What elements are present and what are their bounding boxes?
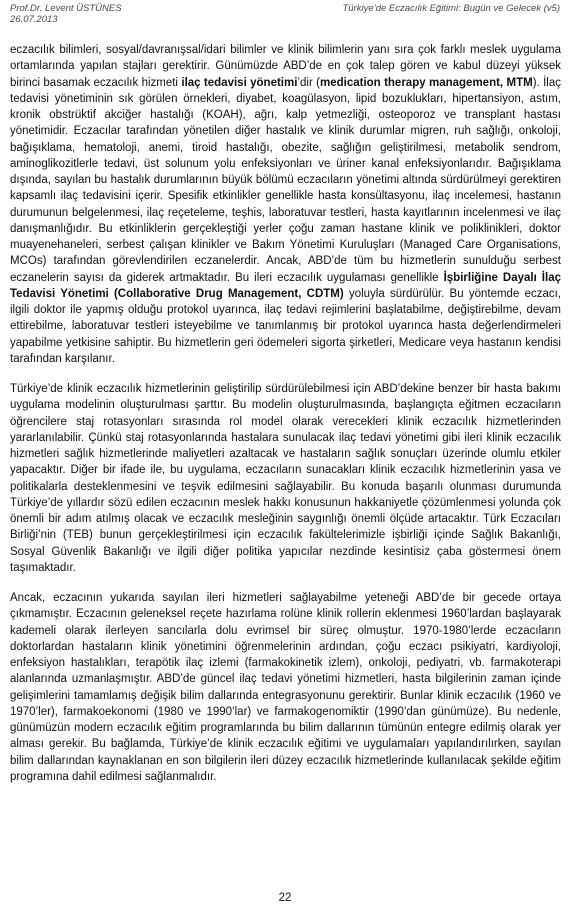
header-author-block	[10, 3, 122, 25]
paragraph-1-text-4: yoluyla sürdürülür. Bu yöntemde eczacı, ilgili doktor ile yapmış olduğu protokol uyarınca, ilaç tedavi rejimlerini başlatabilme, değiştirebilme, devam ettirebilme, laboratuvar testleri isteyebilme ve tanımlanmış bir protokol uyarınca hasta değerlendirmeleri yapabilme yetkisine sahiptir. Bu hizmetlerin geri ödemeleri sigorta şirketleri, Medicare veya hastanın kendisi tarafından karşılanır.	[10, 287, 561, 365]
term-medication-management-tr: ilaç tedavisi yönetimi	[181, 76, 298, 89]
header-document-title: Türkiye’de Eczacılık Eğitimi: Bugün ve Gelecek (v5)	[342, 3, 560, 14]
term-cdtm: İşbirliğine Dayalı İlaç Tedavisi Yönetimi (Collaborative Drug Management, CDTM)	[10, 271, 561, 300]
page-header	[0, 0, 570, 34]
page-number: 22	[278, 892, 292, 904]
paragraph-1	[10, 42, 561, 367]
paragraph-1-text-1: eczacılık bilimleri, sosyal/davranışsal/idari bilimler ve klinik bilimlerin yanı sıra çok farklı meslek uygulama ortamlarında yapılan stajları gerektirir. Günümüzde ABD’de en çok talep gören ve kabul düzeyi yüksek birinci basamak eczacılık hizmeti	[10, 44, 561, 89]
paragraph-1-text-2: ’dir (	[297, 76, 320, 89]
paragraph-3-text: Ancak, eczacının yukarıda sayılan ileri hizmetleri sağlayabilme yeteneği ABD’de bir gecede ortaya çıkmamıştır. Eczacının geleneksel reçete hazırlama rolüne klinik rollerin eklenmesi 1960’lardan başlayarak kademeli olarak ilerleyen sancılarla dolu evrimsel bir süreç olmuştur. 1970-1980’lerde eczacıların doktorlardan hastaların klinik yönetimini öğrenmelerinin ardından, çoğu eczacı psikiyatri, kardiyoloji, enfeksiyon hastalıkları, terapötik ilaç izlemi (farmakokinetik izlem), onkoloji, pediyatri, vb. farmakoterapi alanlarında uzmanlaşmıştır. ABD’de güncel ilaç tedavi yönetimi hizmetleri, hasta bilgilerinin zaman içinde gelişimlerini tamamlamış değişik bilim dallarında entegrasyonunu gerektirir. Bunlar klinik eczacılık (1960 ve 1970’ler), farmakoekonomi (1980 ve 1990’lar) ve farmakogenomiktir (1990’dan günümüze). Bu nedenle, günümüzün modern eczacılık eğitim programlarında bu bilim dallarının tümünün entegre edilmiş olarak yer alması gerekir. Bu bağlamda, Türkiye’de klinik eczacılık eğitimi ve uygulamaları yapılandırılırken, sayılan bilim dallarından kaynaklanan en son bilgilerin ileri düzey eczacılık hizmetlerinde kullanılacak şekilde eğitim programına dahil edilmesi sağlanmalıdır.	[10, 592, 561, 783]
term-mtm: medication therapy management, MTM	[319, 76, 533, 89]
paragraph-1-text-3: ). İlaç tedavisi yönetiminin sık görülen örnekleri, diyabet, koagülasyon, lipid bozuklukları, hipertansiyon, astım, kronik obstrüktif akciğer hastalığı (KOAH), ağrı, kalp yetmezliği, osteoporoz ve transplant hastası yönetimidir. Eczacılar tarafından yönetilen diğer hastalık ve klinik durumlar migren, ruh sağlığı, onkoloji, bağışıklama, hematoloji, anemi, tiroid hastalığı, obezite, sağlığın geliştirilmesi, metabolik sendrom, aminoglikozitlerle tedavi, üst solunum yolu enfeksiyonları ve üriner kanal enfeksiyonlarıdır. Bağışıklama dışında, sayılan bu hastalık durumlarının büyük bölümü eczacıların yönetimi altında sürdürülmeyi gerektiren kapsamlı ilaç tedavisini içerir. Spesifik etkinlikler genellikle hasta konsültasyonu, ilaç incelemesi, hastanın durumunun belgelenmesi, ilaç reçeteleme, teşhis, laboratuvar testleri, hasta kayıtlarının incelenmesi ve ilaç danışmanlığıdır. Bu etkinliklerin gerçekleştiği yerler çoğu zaman hastane klinik ve poliklinikleri, doktor muayenehaneleri, serbest çalışan klinikler ve Bakım Yönetimi Kuruluşları (Managed Care Organisations, MCOs) tarafından görevlendirilen eczanelerdir. Ancak, ABD’de tüm bu hizmetlerin sunulduğu serbest eczanelerin sayısı da giderek artmaktadır. Bu ileri eczacılık uygulaması genellikle	[10, 76, 561, 284]
paragraph-2	[10, 381, 561, 576]
document-body	[10, 42, 561, 799]
paragraph-3	[10, 590, 561, 785]
header-date: 26.07.2013	[10, 14, 58, 25]
paragraph-2-text: Türkiye’de klinik eczacılık hizmetlerinin geliştirilip sürdürülebilmesi için ABD’dekine benzer bir hasta bakımı uygulama modelinin oluşturulması şarttır. Bu modelin oluşturulmasında, başlangıçta eğitmen eczacıların öğrencilere staj rotasyonları sırasında rol model olarak verecekleri klinik eczacılık hizmetlerinden yararlanılabilir. Çünkü staj rotasyonlarında hastalara sunulacak ilaç tedavi yönetimi gibi ileri klinik eczacılık hizmetleri sağlık hizmetlerinde maliyetleri azaltacak ve hastaların sağlık sonuçları üzerinde olumlu etkiler yapacaktır. Diğer bir ifade ile, bu uygulama, eczacıların sunacakları klinik eczacılık hizmetlerinin yasa ve politikalarla desteklenmesini ve teşvik edilmesini sağlayabilir. Bu konuda başarılı olunması durumunda Türkiye’de yıllardır sözü edilen eczacının meslek hakkı konusunun hakkaniyetle çözümlenmesi yolunda çok önemli bir adım atılmış olacak ve eczacılık mesleğinin saygınlığı önemli ölçüde artacaktır. Türk Eczacıları Birliği’nin (TEB) bunun gerçekleştirilmesi için eczacılık fakültelerimizle işbirliği içinde Sağlık Bakanlığı, Sosyal Güvenlik Bakanlığı ve ilgili diğer politika yapıcılar nezdinde kesintisiz çaba göstermesi önem taşımaktadır.	[10, 383, 561, 574]
header-author: Prof.Dr. Levent ÜSTÜNES	[10, 3, 122, 14]
